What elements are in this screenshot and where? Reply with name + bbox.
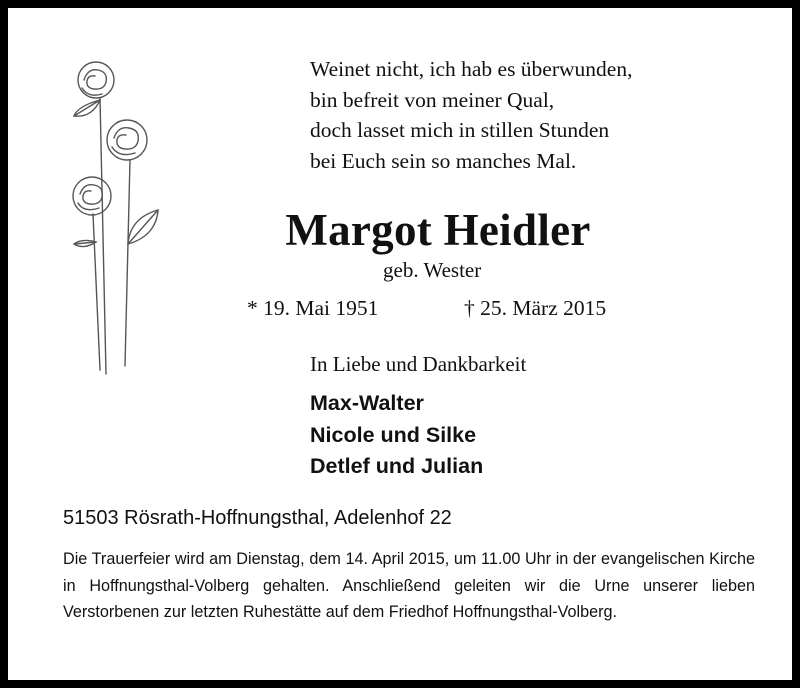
poem-line: doch lasset mich in stillen Stunden: [310, 118, 610, 142]
mourner-name: Max-Walter: [310, 391, 424, 415]
mourners-list: [310, 388, 483, 483]
mourner-name: Detlef und Julian: [310, 454, 484, 478]
birth-name: geb. Wester: [383, 258, 482, 282]
service-announcement: Die Trauerfeier wird am Dienstag, dem 14. April 2015, um 11.00 Uhr in der evangelischen Kirche in Hoffnungsthal-Volberg gehalten. Anschließend geleiten wir die Urne unserer lieben Verstorbenen zur letzten Ruhestätte auf dem Friedhof Hoffnungsthal-Volberg.: [63, 550, 755, 621]
address: 51503 Rösrath-Hoffnungsthal, Adelenhof 22: [63, 507, 452, 529]
poem-line: Weinet nicht, ich hab es überwunden,: [310, 57, 633, 81]
poem-line: bei Euch sein so manches Mal.: [310, 148, 577, 173]
death-date: † 25. März 2015: [464, 296, 607, 320]
poem-line: bin befreit von meiner Qual,: [310, 87, 555, 112]
birth-date: * 19. Mai 1951: [247, 296, 379, 320]
deceased-name: Margot Heidler: [285, 205, 591, 255]
mourners-intro: In Liebe und Dankbarkeit: [310, 352, 527, 376]
mourner-name: Nicole und Silke: [310, 422, 477, 447]
poem: [310, 54, 632, 176]
